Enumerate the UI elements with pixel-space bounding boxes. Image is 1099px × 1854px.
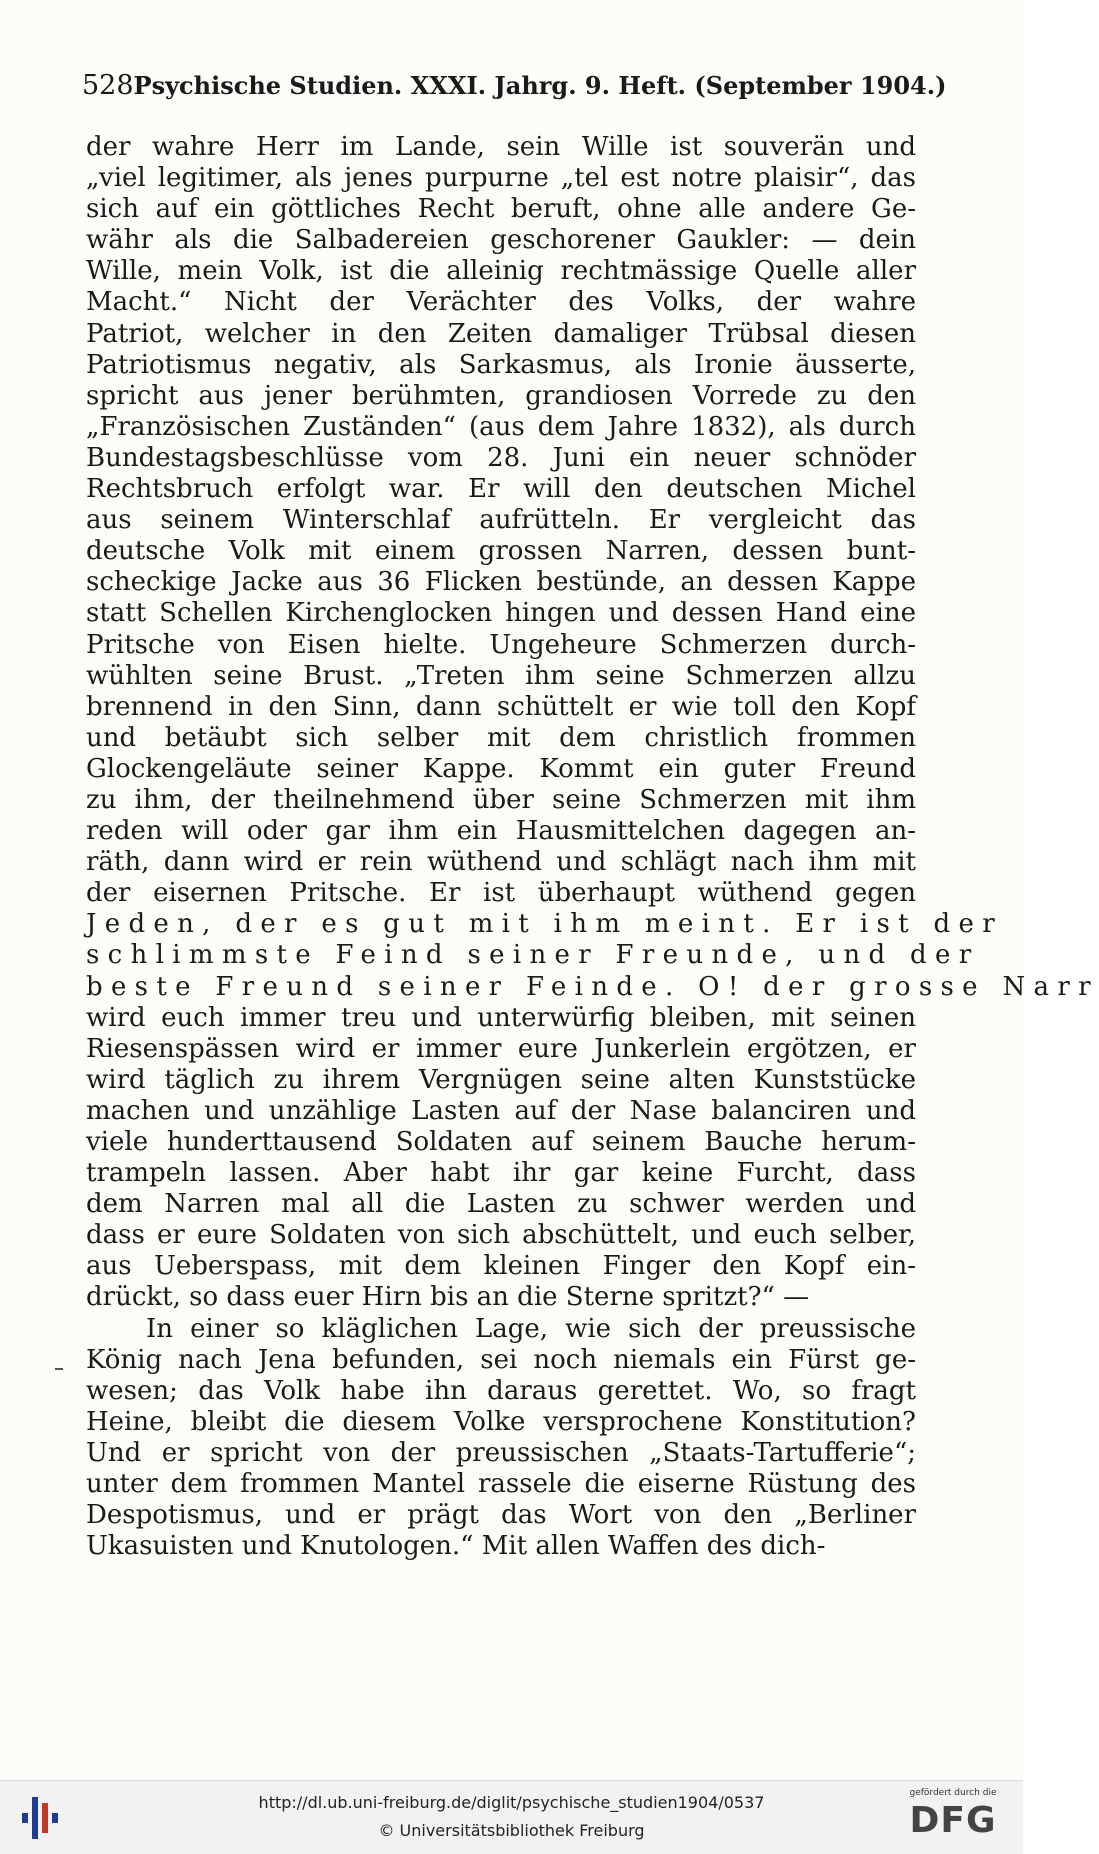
text-line: „Französischen Zuständen“ (aus dem Jahre 1832), als durch xyxy=(86,411,916,442)
text-line: währ als die Salbadereien geschorener Gaukler: — dein xyxy=(86,225,916,256)
text-line: Bundestagsbeschlüsse vom 28. Juni ein neuer schnöder xyxy=(86,442,916,473)
text-line: der wahre Herr im Lande, sein Wille ist souverän und xyxy=(86,132,916,162)
text-line: beste Freund seiner Feinde. O! der grosse Narr xyxy=(86,971,1099,1002)
margin-mark xyxy=(55,1368,63,1370)
text-line: Heine, bleibt die diesem Volke versprochene Konstitution? xyxy=(86,1406,916,1437)
text-line: König nach Jena befunden, sei noch niemals ein Fürst ge- xyxy=(86,1344,916,1375)
text-line: dass er eure Soldaten von sich abschüttelt, und euch selber, xyxy=(86,1220,916,1251)
body-text xyxy=(86,132,1099,1562)
text-line: statt Schellen Kirchenglocken hingen und dessen Hand eine xyxy=(86,598,916,629)
text-line: brennend in den Sinn, dann schüttelt er wie toll den Kopf xyxy=(86,691,916,722)
text-line: In einer so kläglichen Lage, wie sich der preussische xyxy=(146,1313,916,1344)
text-line: räth, dann wird er rein wüthend und schlägt nach ihm mit xyxy=(86,847,916,878)
running-title: Psychische Studien. XXXI. Jahrg. 9. Heft. (September 1904.) xyxy=(133,71,947,100)
copyright-notice: © Universitätsbibliothek Freiburg xyxy=(378,1821,645,1840)
text-line: drückt, so dass euer Hirn bis an die Sterne spritzt?“ — xyxy=(86,1282,810,1313)
dfg-logo xyxy=(897,1787,1009,1849)
page-number: 528 xyxy=(82,70,134,101)
text-line: wird täglich zu ihrem Vergnügen seine alten Kunststücke xyxy=(86,1064,916,1095)
text-line: machen und unzählige Lasten auf der Nase balanciren und xyxy=(86,1095,916,1126)
text-line: Patriot, welcher in den Zeiten damaliger Trübsal diesen xyxy=(86,318,916,349)
viewer-footer xyxy=(0,1780,1023,1854)
text-line: schlimmste Feind seiner Freunde, und der xyxy=(86,940,980,971)
text-line: dem Narren mal all die Lasten zu schwer werden und xyxy=(86,1189,916,1220)
text-line: deutsche Volk mit einem grossen Narren, dessen bunt- xyxy=(86,536,916,567)
text-line: Despotismus, und er prägt das Wort von den „Berliner xyxy=(86,1500,916,1531)
text-line: spricht aus jener berühmten, grandiosen Vorrede zu den xyxy=(86,380,916,411)
text-line: viele hunderttausend Soldaten auf seinem Bauche herum- xyxy=(86,1127,916,1157)
text-line: der eisernen Pritsche. Er ist überhaupt wüthend gegen xyxy=(86,878,916,909)
text-line: reden will oder gar ihm ein Hausmittelchen dagegen an- xyxy=(86,816,916,847)
running-header xyxy=(82,70,947,104)
text-line: Ukasuisten und Knutologen.“ Mit allen Waffen des dich- xyxy=(86,1531,826,1562)
text-line: unter dem frommen Mantel rassele die eiserne Rüstung des xyxy=(86,1469,916,1500)
text-line: aus Ueberspass, mit dem kleinen Finger den Kopf ein- xyxy=(86,1251,916,1282)
text-line: Pritsche von Eisen hielte. Ungeheure Schmerzen durch- xyxy=(86,629,916,660)
text-line: „viel legitimer, als jenes purpurne „tel est notre plaisir“, das xyxy=(86,163,916,194)
text-line: Patriotismus negativ, als Sarkasmus, als Ironie äusserte, xyxy=(86,349,916,380)
text-line: Rechtsbruch erfolgt war. Er will den deutschen Michel xyxy=(86,474,916,505)
text-line: Riesenspässen wird er immer eure Junkerlein ergötzen, er xyxy=(86,1033,916,1064)
text-line: wesen; das Volk habe ihn daraus gerettet. Wo, so fragt xyxy=(86,1375,916,1406)
text-line: und betäubt sich selber mit dem christlich frommen xyxy=(86,722,916,753)
text-line: Wille, mein Volk, ist die alleinig rechtmässige Quelle aller xyxy=(86,256,916,287)
text-line: sich auf ein göttliches Recht beruft, ohne alle andere Ge- xyxy=(86,194,916,225)
dfg-wordmark: DFG xyxy=(909,1800,997,1841)
text-line: aus seinem Winterschlaf aufrütteln. Er vergleicht das xyxy=(86,505,916,536)
text-line: trampeln lassen. Aber habt ihr gar keine Furcht, dass xyxy=(86,1158,916,1189)
text-line: wird euch immer treu und unterwürfig bleiben, mit seinen xyxy=(86,1002,916,1033)
text-line: Glockengeläute seiner Kappe. Kommt ein guter Freund xyxy=(86,753,916,784)
text-line: Macht.“ Nicht der Verächter des Volks, der wahre xyxy=(86,287,916,318)
text-line: scheckige Jacke aus 36 Flicken bestünde, an dessen Kappe xyxy=(86,567,916,598)
text-line: zu ihm, der theilnehmend über seine Schmerzen mit ihm xyxy=(86,784,916,815)
permalink-url[interactable]: http://dl.ub.uni-freiburg.de/diglit/psychische_studien1904/0537 xyxy=(258,1793,765,1812)
text-line: Jeden, der es gut mit ihm meint. Er ist der xyxy=(86,909,1003,940)
dfg-caption: gefördert durch die xyxy=(909,1788,997,1798)
text-line: wühlten seine Brust. „Treten ihm seine Schmerzen allzu xyxy=(86,660,916,691)
text-line: Und er spricht von der preussischen „Staats-Tartufferie“; xyxy=(86,1437,916,1468)
